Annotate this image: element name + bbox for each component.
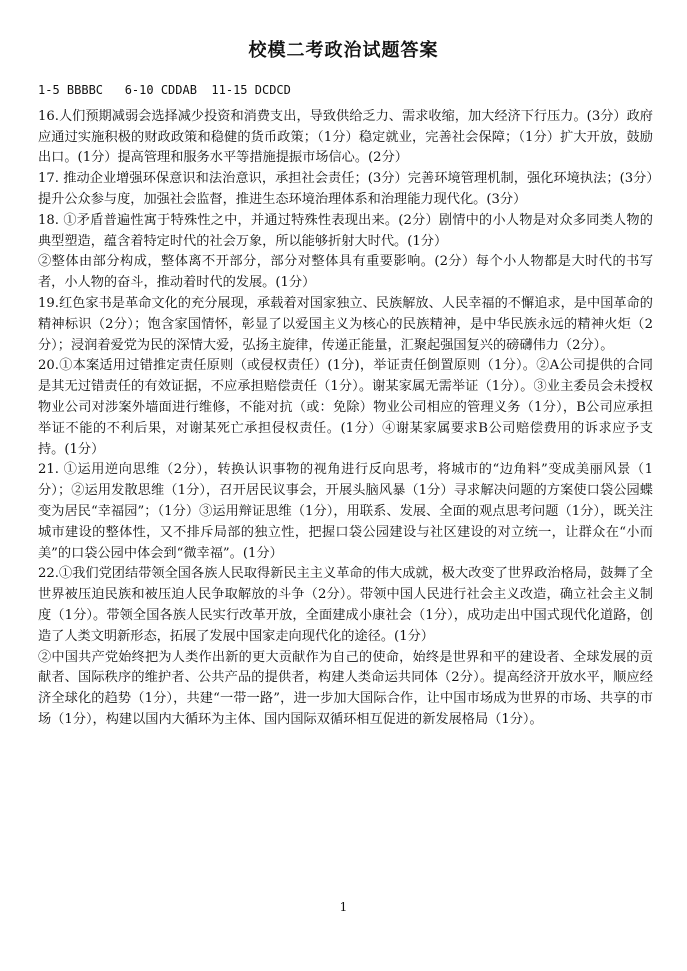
multiple-choice-answers: 1-5 BBBBC 6-10 CDDAB 11-15 DCDCD: [38, 83, 291, 97]
answer-paragraph-16: 16.人们预期减弱会选择减少投资和消费支出，导致供给乏力、需求收缩，加大经济下行压力。(3分）政府应通过实施积极的财政政策和稳健的货币政策；（1分）稳定就业，完善社会保障；（1分）扩大开放，鼓励出口。(1分）提高管理和服务水平等措施提振市场信心。(2分）: [38, 108, 653, 166]
answer-paragraph-18-part-1: 18. ①矛盾普遍性寓于特殊性之中，并通过特殊性表现出来。(2分）剧情中的小人物是对众多同类人物的典型塑造，蕴含着特定时代的社会万象，所以能够折射大时代。(1分）: [38, 212, 653, 249]
answer-paragraph-22-part-1: 22.①我们党团结带领全国各族人民取得新民主主义革命的伟大成就，极大改变了世界政治格局，鼓舞了全世界被压迫民族和被压迫人民争取解放的斗争（2分）。带领中国人民进行社会主义改造，确立社会主义制度（1分）。带领全国各族人民实行改革开放，全面建成小康社会（1分），成功走出中国式现代化道路，创造了人类文明新形态，拓展了发展中国家走向现代化的途径。(1分）: [38, 566, 653, 644]
answer-paragraph-21: 21. ①运用逆向思维（2分），转换认识事物的视角进行反向思考，将城市的“边角料”变成美丽风景（1分）；②运用发散思维（1分），召开居民议事会，开展头脑风暴（1分）寻求解决问题的方案使口袋公园蝶变为居民“幸福园”；（1分）③运用辩证思维（1分），用联系、发展、全面的观点思考问题（1分），既关注城市建设的整体性，又不排斥局部的独立性，把握口袋公园建设与社区建设的对立统一，让群众在“小而美”的口袋公园中体会到“微幸福”。(1分）: [38, 462, 653, 561]
answer-paragraph-17: 17. 推动企业增强环保意识和法治意识，承担社会责任；(3分）完善环境管理机制，强化环境执法；(3分）提升公众参与度，加强社会监督，推进生态环境治理体系和治理能力现代化。(3分）: [38, 171, 653, 207]
document-body: [38, 80, 653, 731]
answer-paragraph-22-part-2: ②中国共产党始终把为人类作出新的更大贡献作为自己的使命，始终是世界和平的建设者、全球发展的贡献者、国际秩序的维护者、公共产品的提供者，构建人类命运共同体（2分）。提高经济开放水平，顺应经济全球化的趋势（1分），共建“一带一路”，进一步加大国际合作，让中国市场成为世界的市场、共享的市场（1分），构建以国内大循环为主体、国内国际双循环相互促进的新发展格局（1分）。: [38, 649, 653, 727]
answer-paragraph-20: 20.①本案适用过错推定责任原则（或侵权责任）(1分)，举证责任倒置原则（1分）。②A公司提供的合同是其无过错责任的有效证据，不应承担赔偿责任（1分）。谢某家属无需举证（1分）。③业主委员会未授权物业公司对涉案外墙面进行维修，不能对抗（或：免除）物业公司相应的管理义务（1分），B公司应承担举证不能的不利后果，对谢某死亡承担侵权责任。(1分）④谢某家属要求B公司赔偿费用的诉求应予支持。(1分）: [38, 358, 653, 457]
page-number: 1: [339, 900, 348, 914]
answer-paragraph-18-part-2: ②整体由部分构成，整体离不开部分，部分对整体具有重要影响。(2分）每个小人物都是大时代的书写者，小人物的奋斗，推动着时代的发展。(1分）: [38, 254, 653, 291]
answer-paragraph-19: 19.红色家书是革命文化的充分展现，承载着对国家独立、民族解放、人民幸福的不懈追求，是中国革命的精神标识（2分）；饱含家国情怀，彰显了以爱国主义为核心的民族精神，是中华民族永远的精神火炬（2分）；浸润着爱党为民的深情大爱，弘扬主旋律，传递正能量，汇聚起强国复兴的磅礴伟力（2分）。: [38, 295, 653, 353]
page-title: 校模二考政治试题答案: [248, 40, 439, 61]
